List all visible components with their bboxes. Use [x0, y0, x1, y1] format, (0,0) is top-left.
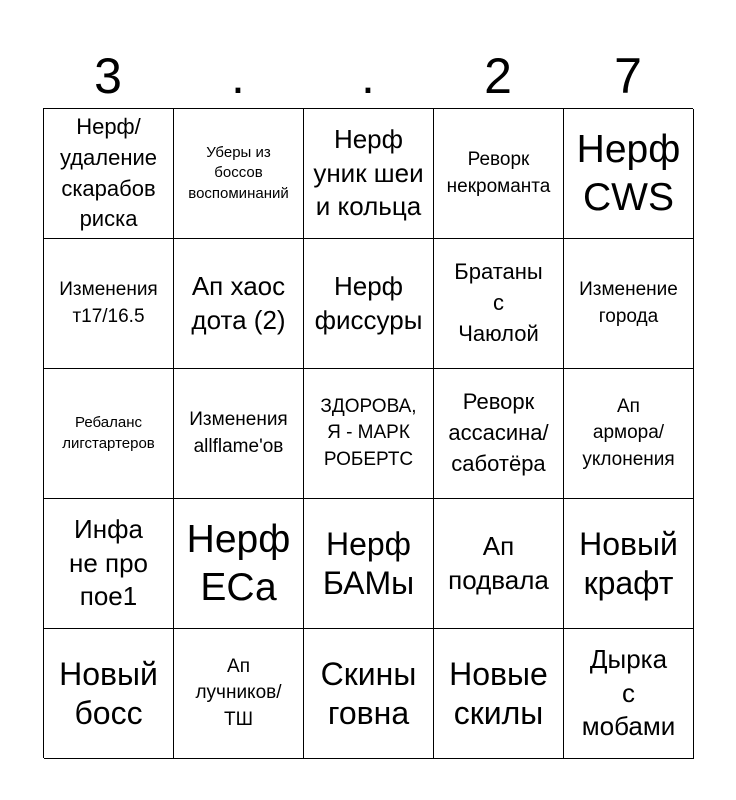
- bingo-cell-label: Изменение города: [579, 279, 678, 327]
- header-letter-3: .: [361, 48, 375, 104]
- bingo-cell-r1c4[interactable]: [434, 109, 564, 239]
- bingo-cell-r5c1[interactable]: [44, 629, 174, 759]
- bingo-cell-label: Изменения т17/16.5: [59, 279, 158, 327]
- bingo-cell-r3c2[interactable]: [174, 369, 304, 499]
- bingo-cell-label: Новый босс: [59, 656, 158, 731]
- bingo-cell-r4c4[interactable]: [434, 499, 564, 629]
- bingo-cell-label: Реворк ассасина/ саботёра: [448, 389, 549, 476]
- bingo-cell-label: Уберы из боссов воспоминаний: [188, 144, 289, 202]
- header-letter-5: 7: [614, 48, 642, 104]
- bingo-cell-label: Реворк некроманта: [446, 149, 551, 197]
- bingo-cell-r1c1[interactable]: [44, 109, 174, 239]
- bingo-cell-label: Нерф фиссуры: [314, 270, 423, 335]
- bingo-cell-label: Изменения allflame'ов: [189, 409, 288, 457]
- bingo-cell-r5c5[interactable]: [564, 629, 694, 759]
- bingo-cell-label: Инфа не про пое1: [68, 513, 149, 612]
- bingo-cell-r2c5[interactable]: [564, 239, 694, 369]
- bingo-cell-r5c2[interactable]: [174, 629, 304, 759]
- bingo-cell-r3c3[interactable]: [304, 369, 434, 499]
- header-letter-4: 2: [484, 48, 512, 104]
- bingo-cell-r2c3[interactable]: [304, 239, 434, 369]
- bingo-board: [43, 108, 693, 758]
- bingo-cell-label: Ап подвала: [448, 530, 549, 595]
- header-letter-1: 3: [94, 48, 122, 104]
- bingo-cell-r5c3[interactable]: [304, 629, 434, 759]
- bingo-cell-r3c1[interactable]: [44, 369, 174, 499]
- bingo-cell-label: Скины говна: [320, 656, 417, 731]
- bingo-cell-r2c1[interactable]: [44, 239, 174, 369]
- bingo-cell-r1c5[interactable]: [564, 109, 694, 239]
- bingo-cell-label: Нерф уник шеи и кольца: [313, 123, 424, 222]
- bingo-cell-label: ЗДОРОВА, Я - МАРК РОБЕРТС: [320, 396, 417, 470]
- bingo-cell-label: Новый крафт: [579, 526, 678, 601]
- bingo-cell-r4c5[interactable]: [564, 499, 694, 629]
- bingo-cell-r4c1[interactable]: [44, 499, 174, 629]
- bingo-cell-r5c4[interactable]: [434, 629, 564, 759]
- bingo-cell-label: Братаны с Чаюлой: [454, 259, 543, 346]
- bingo-cell-r1c3[interactable]: [304, 109, 434, 239]
- bingo-cell-label: Дырка с мобами: [581, 643, 676, 742]
- bingo-cell-label: Нерф/ удаление скарабов риска: [59, 113, 158, 232]
- bingo-cell-label: Новые скилы: [449, 656, 548, 731]
- bingo-cell-label: Ап лучников/ ТШ: [195, 656, 282, 730]
- bingo-cell-r4c3[interactable]: [304, 499, 434, 629]
- bingo-cell-label: Ап армора/ уклонения: [582, 396, 675, 470]
- bingo-cell-label: Нерф БАМы: [322, 526, 415, 601]
- bingo-cell-r3c4[interactable]: [434, 369, 564, 499]
- bingo-cell-r4c2[interactable]: [174, 499, 304, 629]
- bingo-cell-label: Ребаланс лигстартеров: [62, 414, 155, 452]
- bingo-cell-r3c5[interactable]: [564, 369, 694, 499]
- bingo-header: [43, 44, 693, 108]
- bingo-cell-r1c2[interactable]: [174, 109, 304, 239]
- bingo-cell-label: Нерф ЕСа: [186, 517, 291, 609]
- bingo-cell-r2c2[interactable]: [174, 239, 304, 369]
- bingo-cell-label: Ап хаос дота (2): [191, 270, 286, 335]
- bingo-cell-label: Нерф CWS: [576, 127, 681, 219]
- bingo-cell-r2c4[interactable]: [434, 239, 564, 369]
- header-letter-2: .: [231, 48, 245, 104]
